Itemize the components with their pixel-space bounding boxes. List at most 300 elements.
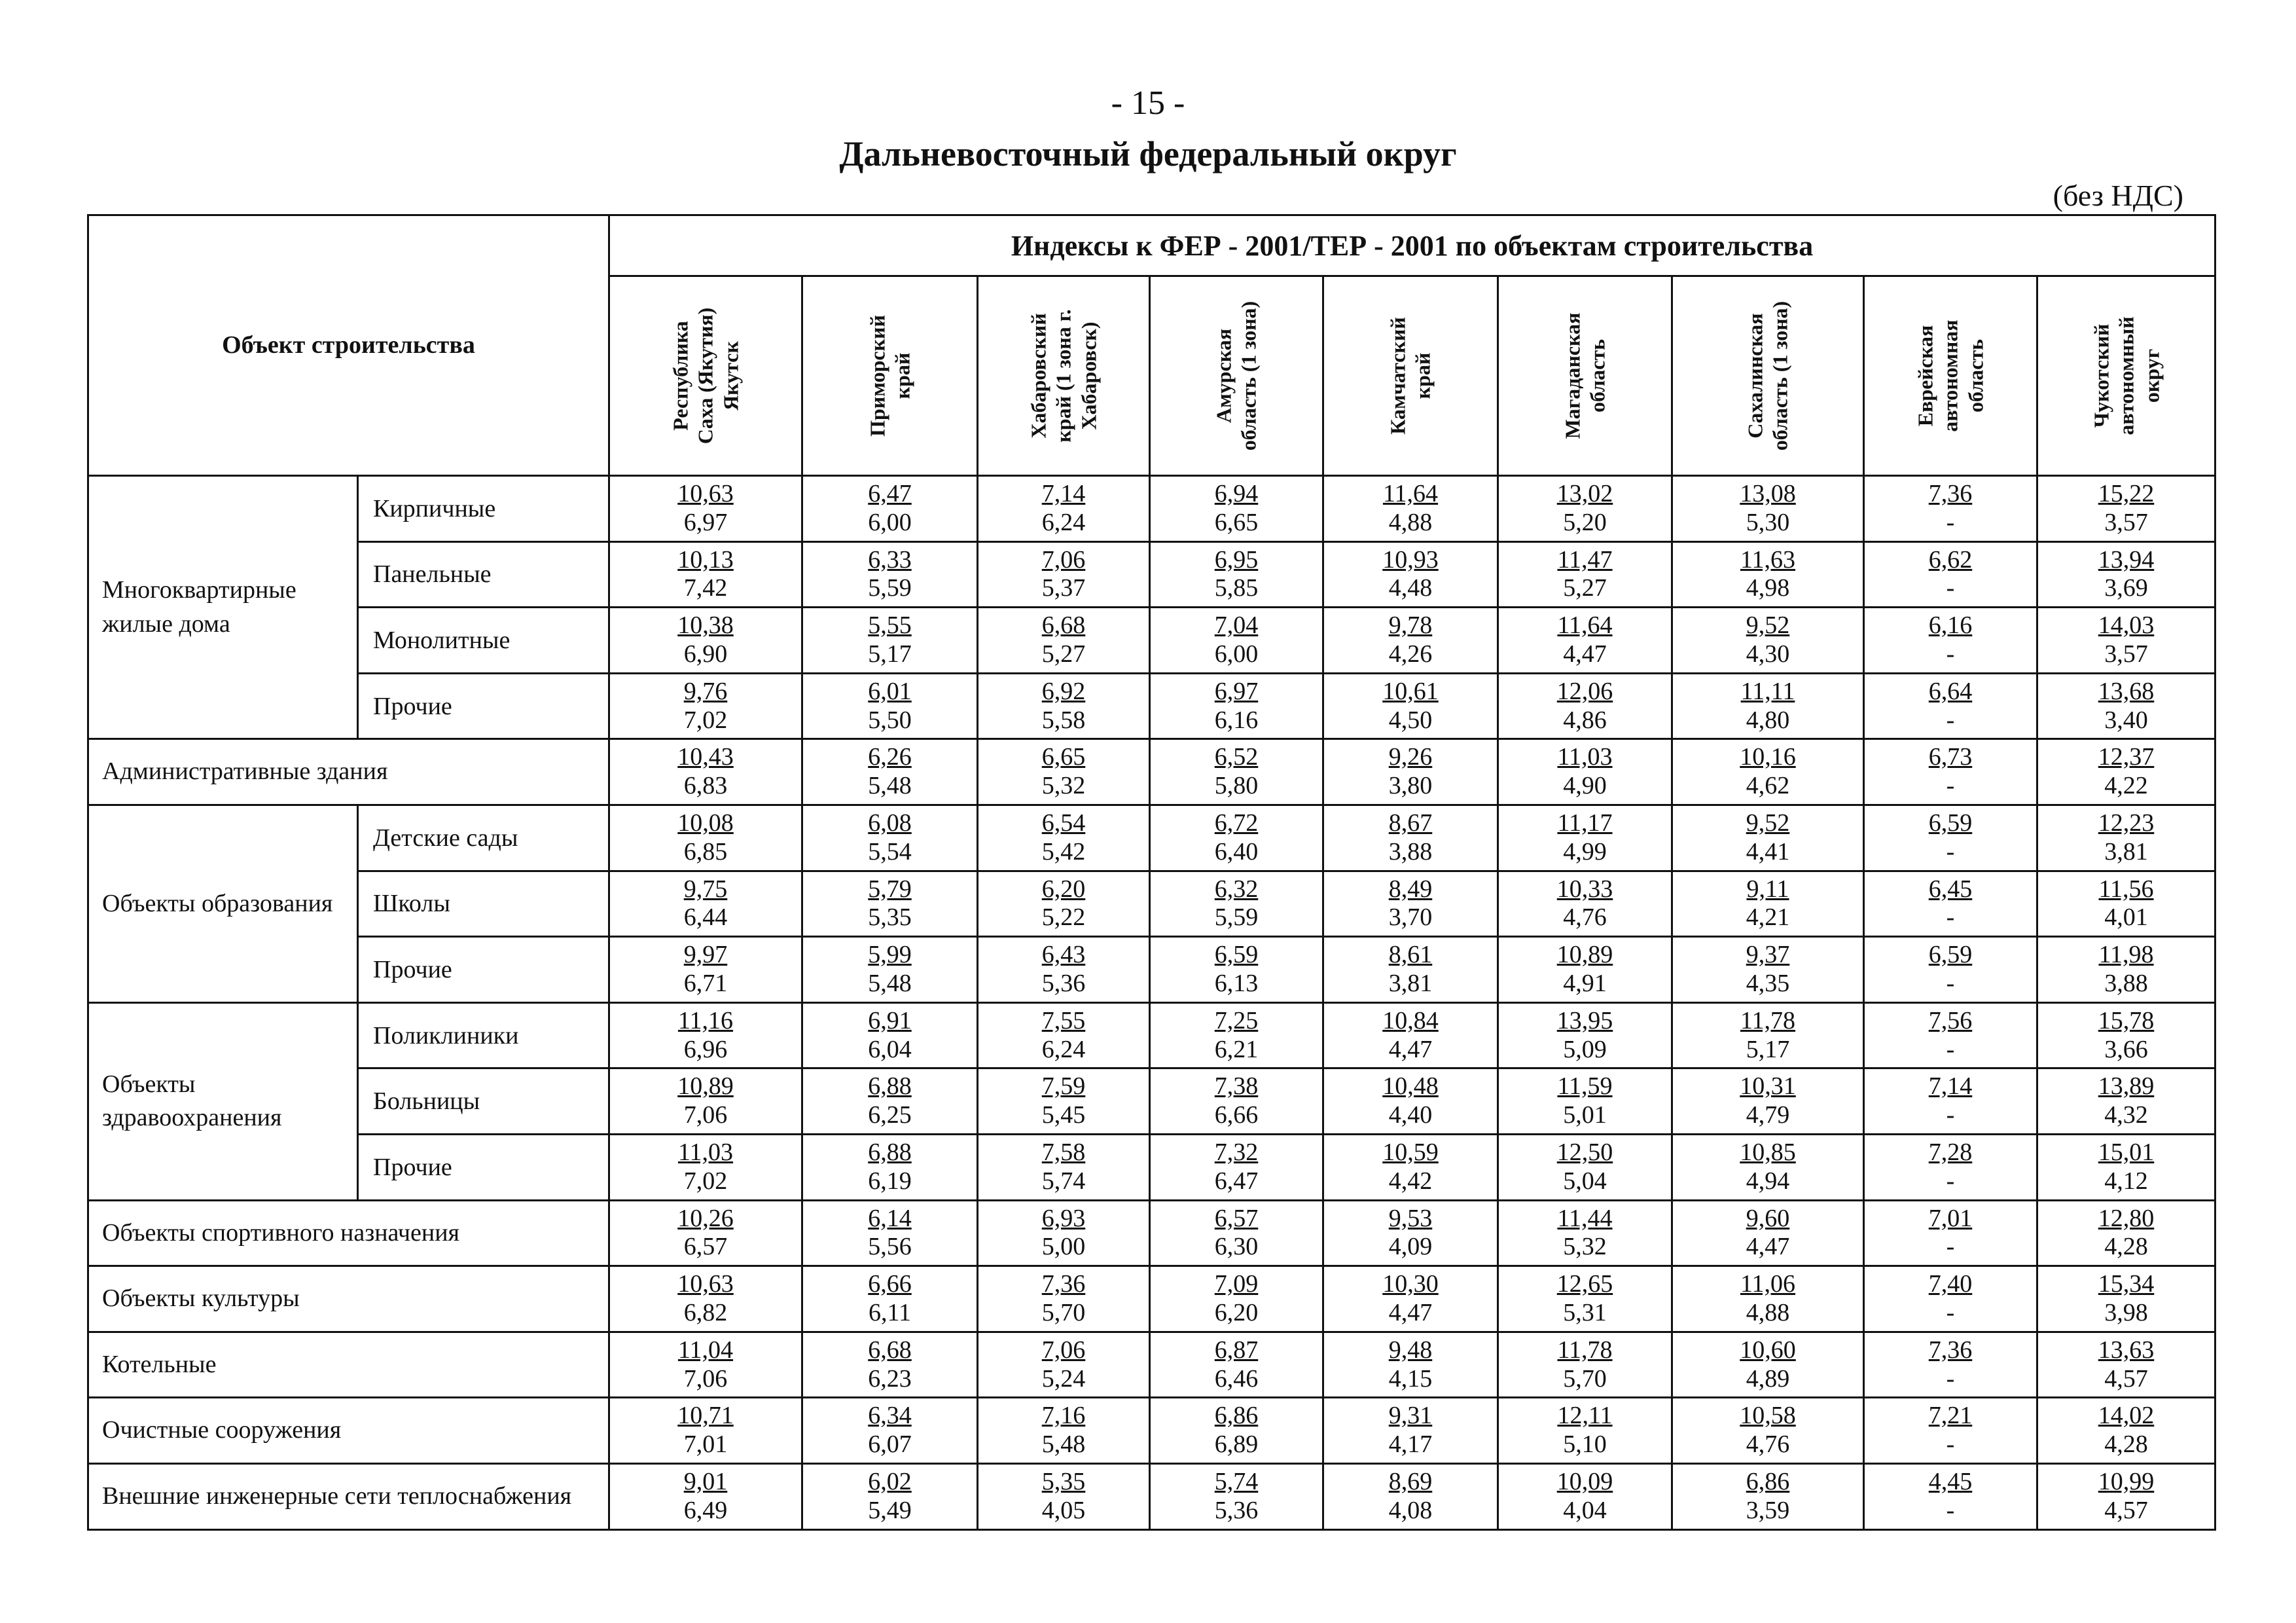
index-value-cell [802, 1398, 978, 1464]
ter-index-value: - [1946, 1101, 1955, 1129]
ter-index-value: 4,98 [1746, 574, 1790, 602]
fer-index-value: 11,63 [1740, 545, 1796, 574]
index-value-cell [1864, 1463, 2037, 1529]
index-value-cell [1672, 739, 1864, 805]
fer-index-value: 11,78 [1557, 1336, 1613, 1364]
index-value-cell [1498, 608, 1672, 674]
fer-index-value: 7,38 [1214, 1072, 1259, 1101]
fer-index-value: 9,48 [1388, 1336, 1433, 1364]
index-value-cell [1150, 1463, 1323, 1529]
ter-index-value: 4,22 [2104, 772, 2148, 800]
index-value-cell [1498, 1134, 1672, 1200]
ter-index-value: 4,09 [1388, 1233, 1433, 1261]
fer-index-value: 11,64 [1382, 480, 1439, 508]
index-value-cell [1323, 673, 1498, 739]
ter-index-value: 5,48 [1041, 1431, 1086, 1459]
object-subtype-label: Панельные [358, 541, 609, 608]
header-region-7 [1672, 276, 1864, 476]
table-row [88, 673, 2215, 739]
fer-index-value: 10,13 [677, 545, 734, 574]
ter-index-value: 4,12 [2104, 1167, 2148, 1195]
ter-index-value: 5,36 [1041, 969, 1086, 997]
ter-index-value: 4,76 [1563, 903, 1607, 932]
fer-index-value: 5,74 [1214, 1468, 1259, 1496]
index-value-cell [1323, 937, 1498, 1003]
index-value-cell [1150, 739, 1323, 805]
ter-index-value: 4,99 [1563, 837, 1607, 866]
index-value-cell [1672, 1266, 1864, 1332]
fer-index-value: 15,78 [2098, 1006, 2155, 1034]
fer-index-value: 6,59 [1928, 809, 1973, 837]
index-value-cell [1150, 1266, 1323, 1332]
ter-index-value: 4,32 [2104, 1101, 2148, 1129]
fer-index-value: 6,59 [1214, 941, 1259, 969]
fer-index-value: 8,67 [1388, 809, 1433, 837]
ter-index-value: 4,15 [1388, 1364, 1433, 1393]
ter-index-value: 4,76 [1746, 1431, 1790, 1459]
ter-index-value: 4,40 [1388, 1101, 1433, 1129]
fer-index-value: 7,55 [1041, 1006, 1086, 1034]
ter-index-value: 4,91 [1563, 969, 1607, 997]
region-label: Камчатский край [1386, 317, 1435, 435]
fer-index-value: 10,89 [1556, 941, 1613, 969]
ter-index-value: - [1946, 1364, 1955, 1393]
fer-index-value: 11,56 [2098, 875, 2154, 903]
fer-index-value: 7,01 [1928, 1204, 1973, 1232]
ter-index-value: 4,47 [1388, 1298, 1433, 1326]
index-value-cell [1150, 1134, 1323, 1200]
fer-index-value: 6,94 [1214, 480, 1259, 508]
fer-index-value: 7,06 [1041, 1336, 1086, 1364]
index-value-cell [978, 1002, 1150, 1068]
index-value-cell [1150, 541, 1323, 608]
index-value-cell [802, 1200, 978, 1266]
fer-index-value: 7,28 [1928, 1139, 1973, 1167]
fer-index-value: 6,26 [868, 743, 912, 771]
ter-index-value: 6,82 [683, 1298, 728, 1326]
fer-index-value: 6,65 [1041, 743, 1086, 771]
fer-index-value: 9,52 [1746, 611, 1790, 640]
header-region-2 [802, 276, 978, 476]
object-group-label: Многоквартирные жилые дома [88, 476, 358, 739]
index-value-cell [2037, 937, 2215, 1003]
header-object-cell [88, 215, 609, 476]
fer-index-value: 9,60 [1746, 1204, 1790, 1232]
ter-index-value: 5,59 [1214, 903, 1259, 932]
fer-index-value: 11,59 [1557, 1072, 1613, 1101]
header-index-label: Индексы к ФЕР - 2001/ТЕР - 2001 по объектам строительства [609, 215, 2215, 276]
fer-index-value: 10,63 [677, 480, 734, 508]
object-group-label: Административные здания [88, 739, 609, 805]
ter-index-value: 6,23 [868, 1364, 912, 1393]
index-value-cell [1864, 1002, 2037, 1068]
ter-index-value: 5,36 [1214, 1496, 1259, 1524]
fer-index-value: 11,11 [1740, 677, 1795, 705]
fer-index-value: 7,56 [1928, 1006, 1973, 1034]
index-value-cell [1150, 1200, 1323, 1266]
ter-index-value: 5,01 [1563, 1101, 1607, 1129]
region-label: Хабаровский край (1 зона г. Хабаровск) [1026, 309, 1101, 443]
ter-index-value: 5,27 [1041, 640, 1086, 668]
index-value-cell [802, 673, 978, 739]
fer-index-value: 10,09 [1556, 1468, 1613, 1496]
fer-index-value: 10,99 [2098, 1468, 2155, 1496]
ter-index-value: 6,13 [1214, 969, 1259, 997]
index-value-cell [1864, 608, 2037, 674]
region-label: Приморский край [865, 315, 914, 437]
header-region-6 [1498, 276, 1672, 476]
fer-index-value: 9,37 [1746, 941, 1790, 969]
fer-index-value: 7,04 [1214, 611, 1259, 640]
ter-index-value: 6,04 [868, 1035, 912, 1063]
index-table [87, 214, 2216, 1531]
index-value-cell [609, 541, 802, 608]
ter-index-value: 5,58 [1041, 706, 1086, 734]
ter-index-value: 5,80 [1214, 772, 1259, 800]
fer-index-value: 13,94 [2098, 545, 2155, 574]
fer-index-value: 6,59 [1928, 941, 1973, 969]
index-value-cell [978, 1134, 1150, 1200]
fer-index-value: 11,47 [1557, 545, 1613, 574]
fer-index-value: 7,36 [1041, 1270, 1086, 1298]
ter-index-value: 4,28 [2104, 1431, 2148, 1459]
index-value-cell [802, 608, 978, 674]
ter-index-value: 5,17 [1746, 1035, 1790, 1063]
ter-index-value: 3,98 [2104, 1298, 2148, 1326]
ter-index-value: 4,57 [2104, 1364, 2148, 1393]
index-value-cell [978, 937, 1150, 1003]
index-value-cell [1672, 541, 1864, 608]
index-value-cell [1323, 1200, 1498, 1266]
object-group-label: Объекты спортивного назначения [88, 1200, 609, 1266]
fer-index-value: 13,02 [1556, 480, 1613, 508]
fer-index-value: 11,44 [1557, 1204, 1613, 1232]
ter-index-value: 6,47 [1214, 1167, 1259, 1195]
ter-index-value: 6,00 [868, 508, 912, 536]
ter-index-value: 3,57 [2104, 508, 2148, 536]
ter-index-value: 4,05 [1041, 1496, 1086, 1524]
table-row [88, 608, 2215, 674]
fer-index-value: 7,21 [1928, 1402, 1973, 1430]
ter-index-value: 7,02 [683, 706, 728, 734]
ter-index-value: 6,90 [683, 640, 728, 668]
index-value-cell [978, 608, 1150, 674]
ter-index-value: 4,90 [1563, 772, 1607, 800]
index-value-cell [609, 1332, 802, 1398]
ter-index-value: 6,19 [868, 1167, 912, 1195]
ter-index-value: 5,37 [1041, 574, 1086, 602]
index-value-cell [2037, 1002, 2215, 1068]
table-row [88, 1002, 2215, 1068]
fer-index-value: 11,06 [1740, 1270, 1796, 1298]
table-row [88, 871, 2215, 937]
ter-index-value: 5,48 [868, 969, 912, 997]
fer-index-value: 14,02 [2098, 1402, 2155, 1430]
object-subtype-label: Монолитные [358, 608, 609, 674]
fer-index-value: 9,53 [1388, 1204, 1433, 1232]
ter-index-value: 6,11 [868, 1298, 912, 1326]
ter-index-value: 6,65 [1214, 508, 1259, 536]
index-value-cell [609, 805, 802, 871]
index-value-cell [1323, 739, 1498, 805]
index-value-cell [609, 739, 802, 805]
index-value-cell [1150, 1002, 1323, 1068]
fer-index-value: 7,36 [1928, 480, 1973, 508]
ter-index-value: - [1946, 1233, 1955, 1261]
ter-index-value: 5,31 [1563, 1298, 1607, 1326]
index-value-cell [1323, 1332, 1498, 1398]
fer-index-value: 9,01 [683, 1468, 728, 1496]
ter-index-value: 5,48 [868, 772, 912, 800]
ter-index-value: 4,01 [2104, 903, 2148, 932]
index-value-cell [1323, 871, 1498, 937]
table-row [88, 937, 2215, 1003]
index-value-cell [1150, 673, 1323, 739]
object-group-label: Внешние инженерные сети теплоснабжения [88, 1463, 609, 1529]
ter-index-value: - [1946, 772, 1955, 800]
ter-index-value: 4,41 [1746, 837, 1790, 866]
index-value-cell [978, 673, 1150, 739]
fer-index-value: 7,25 [1214, 1006, 1259, 1034]
fer-index-value: 7,32 [1214, 1139, 1259, 1167]
fer-index-value: 7,59 [1041, 1072, 1086, 1101]
index-value-cell [2037, 1332, 2215, 1398]
fer-index-value: 12,37 [2098, 743, 2155, 771]
ter-index-value: 4,47 [1388, 1035, 1433, 1063]
ter-index-value: 6,97 [683, 508, 728, 536]
region-label: Амурская область (1 зона) [1211, 301, 1261, 451]
region-label: Республика Саха (Якутия) Якутск [668, 307, 743, 445]
header-region-9 [2037, 276, 2215, 476]
index-value-cell [802, 1068, 978, 1135]
ter-index-value: 5,49 [868, 1496, 912, 1524]
fer-index-value: 10,59 [1382, 1139, 1439, 1167]
fer-index-value: 6,64 [1928, 677, 1973, 705]
fer-index-value: 10,60 [1740, 1336, 1796, 1364]
fer-index-value: 9,52 [1746, 809, 1790, 837]
ter-index-value: 6,24 [1041, 508, 1086, 536]
object-group-label: Объекты здравоохранения [88, 1002, 358, 1200]
object-subtype-label: Прочие [358, 673, 609, 739]
index-value-cell [802, 739, 978, 805]
index-value-cell [1672, 608, 1864, 674]
fer-index-value: 8,49 [1388, 875, 1433, 903]
index-value-cell [802, 805, 978, 871]
index-value-cell [1323, 1068, 1498, 1135]
index-value-cell [1150, 1398, 1323, 1464]
index-value-cell [2037, 1200, 2215, 1266]
ter-index-value: 4,86 [1563, 706, 1607, 734]
index-value-cell [1672, 1068, 1864, 1135]
fer-index-value: 15,34 [2098, 1270, 2155, 1298]
fer-index-value: 9,31 [1388, 1402, 1433, 1430]
ter-index-value: 7,06 [683, 1364, 728, 1393]
ter-index-value: 4,62 [1746, 772, 1790, 800]
index-value-cell [609, 1134, 802, 1200]
index-value-cell [1498, 871, 1672, 937]
index-value-cell [1672, 476, 1864, 542]
object-group-label: Объекты культуры [88, 1266, 609, 1332]
ter-index-value: 5,70 [1041, 1298, 1086, 1326]
ter-index-value: 4,42 [1388, 1167, 1433, 1195]
index-value-cell [609, 1398, 802, 1464]
index-value-cell [2037, 871, 2215, 937]
fer-index-value: 12,11 [1557, 1402, 1613, 1430]
index-value-cell [609, 1463, 802, 1529]
region-label: Еврейская автономная область [1913, 319, 1988, 432]
ter-index-value: 5,22 [1041, 903, 1086, 932]
fer-index-value: 9,76 [683, 677, 728, 705]
ter-index-value: 5,10 [1563, 1431, 1607, 1459]
index-value-cell [802, 1266, 978, 1332]
table-row [88, 1463, 2215, 1529]
fer-index-value: 6,88 [868, 1139, 912, 1167]
ter-index-value: - [1946, 1496, 1955, 1524]
fer-index-value: 7,16 [1041, 1402, 1086, 1430]
ter-index-value: 7,42 [683, 574, 728, 602]
index-value-cell [1150, 608, 1323, 674]
ter-index-value: - [1946, 1167, 1955, 1195]
fer-index-value: 13,08 [1740, 480, 1796, 508]
ter-index-value: 5,32 [1563, 1233, 1607, 1261]
index-value-cell [978, 1266, 1150, 1332]
index-value-cell [802, 937, 978, 1003]
fer-index-value: 12,23 [2098, 809, 2155, 837]
fer-index-value: 6,43 [1041, 941, 1086, 969]
fer-index-value: 11,78 [1740, 1006, 1796, 1034]
fer-index-value: 5,35 [1041, 1468, 1086, 1496]
page-number: - 15 - [1111, 84, 1185, 122]
index-value-cell [2037, 476, 2215, 542]
index-value-cell [1864, 1398, 2037, 1464]
vat-note: (без НДС) [2053, 179, 2183, 212]
object-subtype-label: Больницы [358, 1068, 609, 1135]
table-row [88, 739, 2215, 805]
ter-index-value: 3,81 [1388, 969, 1433, 997]
index-value-cell [609, 608, 802, 674]
index-value-cell [1864, 739, 2037, 805]
index-value-cell [2037, 1068, 2215, 1135]
index-value-cell [1323, 1134, 1498, 1200]
fer-index-value: 8,61 [1388, 941, 1433, 969]
fer-index-value: 10,61 [1382, 677, 1439, 705]
ter-index-value: 6,40 [1214, 837, 1259, 866]
index-value-cell [1864, 1332, 2037, 1398]
fer-index-value: 7,40 [1928, 1270, 1973, 1298]
ter-index-value: 6,21 [1214, 1035, 1259, 1063]
fer-index-value: 10,63 [677, 1270, 734, 1298]
ter-index-value: 4,17 [1388, 1431, 1433, 1459]
index-value-cell [2037, 673, 2215, 739]
ter-index-value: 3,88 [2104, 969, 2148, 997]
index-value-cell [802, 1134, 978, 1200]
index-value-cell [978, 1398, 1150, 1464]
fer-index-value: 6,47 [868, 480, 912, 508]
table-row [88, 1134, 2215, 1200]
header-region-8 [1864, 276, 2037, 476]
index-value-cell [802, 476, 978, 542]
fer-index-value: 6,54 [1041, 809, 1086, 837]
ter-index-value: 5,45 [1041, 1101, 1086, 1129]
ter-index-value: 5,00 [1041, 1233, 1086, 1261]
index-value-cell [1498, 1463, 1672, 1529]
object-subtype-label: Кирпичные [358, 476, 609, 542]
ter-index-value: 3,80 [1388, 772, 1433, 800]
index-value-cell [1864, 541, 2037, 608]
ter-index-value: 5,50 [868, 706, 912, 734]
fer-index-value: 9,97 [683, 941, 728, 969]
fer-index-value: 13,63 [2098, 1336, 2155, 1364]
fer-index-value: 10,84 [1382, 1006, 1439, 1034]
fer-index-value: 6,95 [1214, 545, 1259, 574]
ter-index-value: - [1946, 1298, 1955, 1326]
index-value-cell [1864, 1068, 2037, 1135]
index-value-cell [2037, 805, 2215, 871]
ter-index-value: 6,49 [683, 1496, 728, 1524]
fer-index-value: 11,64 [1557, 611, 1613, 640]
table-row [88, 541, 2215, 608]
region-label: Сахалинская область (1 зона) [1743, 301, 1792, 451]
fer-index-value: 6,08 [868, 809, 912, 837]
ter-index-value: - [1946, 1035, 1955, 1063]
ter-index-value: 4,26 [1388, 640, 1433, 668]
index-value-cell [1672, 937, 1864, 1003]
fer-index-value: 6,97 [1214, 677, 1259, 705]
fer-index-value: 6,92 [1041, 677, 1086, 705]
ter-index-value: 3,88 [1388, 837, 1433, 866]
ter-index-value: 6,66 [1214, 1101, 1259, 1129]
ter-index-value: 4,30 [1746, 640, 1790, 668]
index-value-cell [1323, 541, 1498, 608]
index-value-cell [2037, 608, 2215, 674]
index-value-cell [2037, 1266, 2215, 1332]
header-region-1 [609, 276, 802, 476]
fer-index-value: 6,57 [1214, 1204, 1259, 1232]
fer-index-value: 10,93 [1382, 545, 1439, 574]
ter-index-value: 4,79 [1746, 1101, 1790, 1129]
ter-index-value: 6,00 [1214, 640, 1259, 668]
index-value-cell [802, 1332, 978, 1398]
fer-index-value: 6,32 [1214, 875, 1259, 903]
fer-index-value: 11,17 [1557, 809, 1613, 837]
fer-index-value: 8,69 [1388, 1468, 1433, 1496]
index-value-cell [1672, 871, 1864, 937]
ter-index-value: 3,40 [2104, 706, 2148, 734]
ter-index-value: 5,17 [868, 640, 912, 668]
fer-index-value: 7,36 [1928, 1336, 1973, 1364]
fer-index-value: 7,58 [1041, 1139, 1086, 1167]
ter-index-value: 3,57 [2104, 640, 2148, 668]
object-group-label: Котельные [88, 1332, 609, 1398]
ter-index-value: 5,20 [1563, 508, 1607, 536]
ter-index-value: 6,44 [683, 903, 728, 932]
index-value-cell [1323, 1398, 1498, 1464]
index-value-cell [1323, 1002, 1498, 1068]
index-value-cell [978, 1068, 1150, 1135]
index-value-cell [1498, 937, 1672, 1003]
object-subtype-label: Школы [358, 871, 609, 937]
fer-index-value: 10,58 [1740, 1402, 1796, 1430]
fer-index-value: 15,01 [2098, 1139, 2155, 1167]
region-label: Чукотский автономный округ [2089, 316, 2163, 435]
fer-index-value: 7,09 [1214, 1270, 1259, 1298]
ter-index-value: 5,59 [868, 574, 912, 602]
table-row [88, 1332, 2215, 1398]
table-row [88, 1068, 2215, 1135]
ter-index-value: 5,04 [1563, 1167, 1607, 1195]
ter-index-value: 4,89 [1746, 1364, 1790, 1393]
fer-index-value: 4,45 [1928, 1468, 1973, 1496]
